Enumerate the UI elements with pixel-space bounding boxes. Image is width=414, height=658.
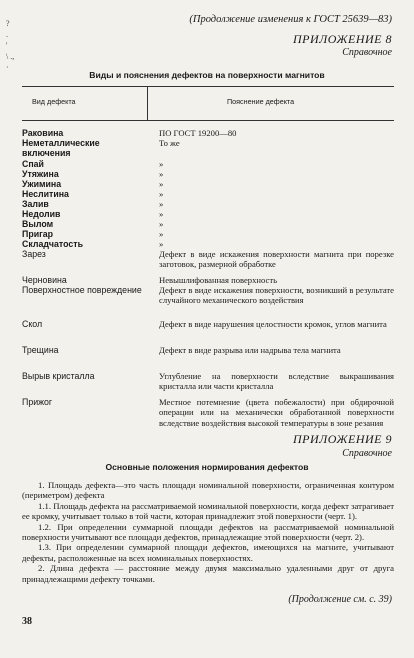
defect-term: Пригар <box>22 229 54 239</box>
paragraph: 1.1. Площадь дефекта на рассматриваемой номинальной поверхности, когда дефект затрагивает ее кромку, учитывает только в той части, которая принадлежит этой поверхности (черт. 1). <box>22 500 394 522</box>
norms-text <box>22 480 394 584</box>
defect-desc: Дефект в виде искажения поверхности, возникший в результате случайного механического воздействия <box>159 285 394 306</box>
margin-mark: ? <box>6 19 10 28</box>
defect-term: Складчатость <box>22 239 83 249</box>
margin-mark: \ ., <box>6 52 15 61</box>
defect-term: Ужимина <box>22 179 62 189</box>
defect-desc: » <box>159 209 164 219</box>
defect-term: Утяжина <box>22 169 59 179</box>
defect-term: Трещина <box>22 345 59 355</box>
section1-title: Виды и пояснения дефектов на поверхности магнитов <box>89 70 325 80</box>
page-number: 38 <box>22 616 32 627</box>
defect-desc: Дефект в виде искажения поверхности магнита при порезке заготовок, размерной обработке <box>159 249 394 270</box>
margin-mark: . <box>6 30 8 39</box>
defect-term: Поверхностное повреждение <box>22 285 142 295</box>
defect-term: Скол <box>22 319 43 329</box>
defect-term: Неметаллические включения <box>22 138 100 158</box>
defect-term: Недолив <box>22 209 61 219</box>
defect-desc: » <box>159 159 164 169</box>
footer-continuation: (Продолжение см. с. 39) <box>288 594 392 605</box>
defect-term: Черновина <box>22 275 67 285</box>
section2-title: Основные положения нормирования дефектов <box>105 462 309 472</box>
defect-term: Спай <box>22 159 44 169</box>
defect-desc: » <box>159 179 164 189</box>
defect-desc: Дефект в виде нарушения целостности кромок, углов магнита <box>159 319 387 329</box>
defect-desc: » <box>159 169 164 179</box>
margin-mark: · <box>6 63 9 72</box>
defect-term: Неслитина <box>22 189 69 199</box>
defect-desc: » <box>159 219 164 229</box>
defect-desc: ПО ГОСТ 19200—80 <box>159 128 237 138</box>
defect-term: Зарез <box>22 249 46 259</box>
defect-term: Раковина <box>22 128 64 138</box>
defect-term: Вырыв кристалла <box>22 371 95 381</box>
paragraph: 2. Длина дефекта — расстояние между двумя максимально удаленными друг от друга принадлежащими дефекту точками. <box>22 563 394 584</box>
margin-mark: ' <box>6 41 8 50</box>
defect-desc: » <box>159 239 164 249</box>
defect-term: Прижог <box>22 397 53 407</box>
col1-header: Вид дефекта <box>32 97 76 106</box>
defect-desc: Дефект в виде разрыва или надрыва тела магнита <box>159 345 341 355</box>
appendix8-title: ПРИЛОЖЕНИЕ 8 <box>293 32 392 46</box>
defect-desc: Углубление на поверхности вследствие выкрашивания кристалла или части кристалла <box>159 371 394 392</box>
defect-desc: » <box>159 189 164 199</box>
table-header-rule <box>22 120 394 121</box>
defect-desc: » <box>159 229 164 239</box>
defect-term: Вылом <box>22 219 54 229</box>
defect-desc: То же <box>159 138 180 148</box>
defect-desc: » <box>159 199 164 209</box>
col2-header: Пояснение дефекта <box>227 97 295 106</box>
appendix9-subtitle: Справочное <box>342 448 392 459</box>
paragraph: 1.3. При определении суммарной площади дефектов, имеющихся на магните, учитывают дефекты, расположенные на всех номинальных поверхностях. <box>22 542 394 563</box>
appendix9-title: ПРИЛОЖЕНИЕ 9 <box>293 432 392 446</box>
defect-term: Залив <box>22 199 49 209</box>
appendix8-subtitle: Справочное <box>342 47 392 58</box>
margin-marks <box>6 18 14 73</box>
header-continuation: (Продолжение изменения к ГОСТ 25639—83) <box>189 14 392 25</box>
table-header-divider <box>147 86 148 120</box>
table-top-rule <box>22 86 394 87</box>
paragraph: 1. Площадь дефекта—это часть площади номинальной поверхности, ограниченная контуром (периметром) дефекта <box>22 480 394 501</box>
defect-desc: Местное потемнение (цвета побежалости) при обдирочной операции или на механически обработанной поверхности вследствие воздействия высокой температуры в зоне резания <box>159 397 394 428</box>
paragraph: 1.2. При определении суммарной площади дефектов на рассматриваемой номинальной поверхности учитывают все площади дефектов, принадлежащие этой поверхности (черт. 2). <box>22 521 394 543</box>
defect-desc: Невышлифованная поверхность <box>159 275 278 285</box>
